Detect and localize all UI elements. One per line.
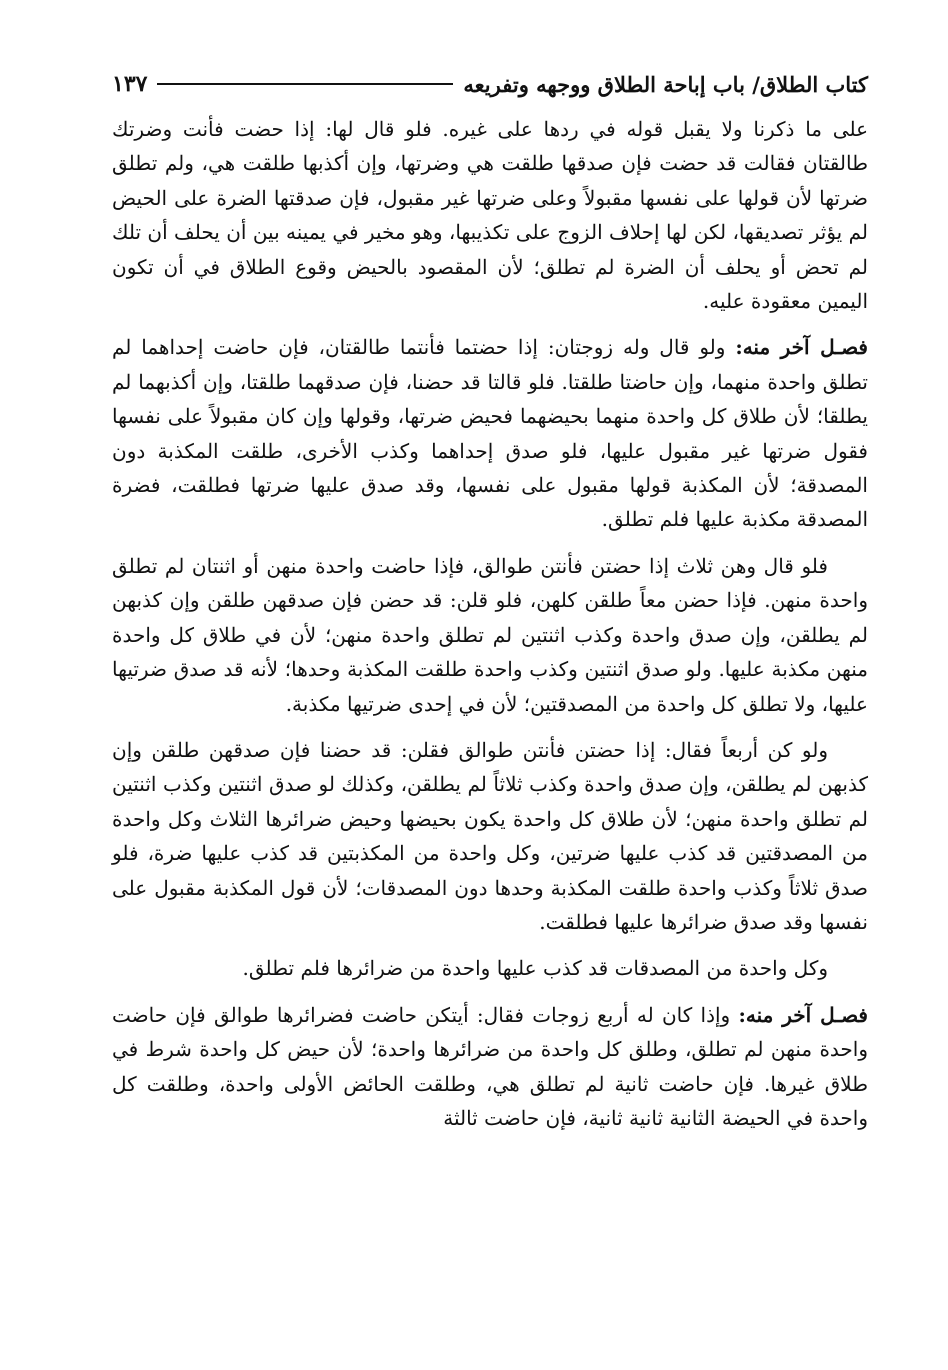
paragraph-text: ولو كن أربعاً فقال: إذا حضتن فأنتن طوالق فقلن: قد حضنا فإن صدقهن طلقن وإن كذبهن لم يطلقن، وإن صدق واحدة وكذب ثلاثاً لم يطلقن، وكذلك لو صدق اثنتين وكذب اثنتين لم تطلق واحدة منهن؛ لأن طلاق كل واحدة يكون بحيضها وحيض ضرائرها الثلاث وكل واحدة من المصدقتين قد كذب عليها ضرتين، وكل واحدة من المكذبتين قد كذب عليها ضرة، فلو صدق ثلاثاً وكذب واحدة طلقت المكذبة وحدها دون المصدقات؛ لأن قول المكذبة مقبول على نفسها وقد صدق ضرائرها عليها فطلقت. xyxy=(112,737,868,934)
running-header xyxy=(112,66,868,102)
paragraph xyxy=(112,733,868,939)
paragraph xyxy=(112,112,868,318)
body-text xyxy=(112,112,868,1147)
paragraph xyxy=(112,549,868,721)
paragraph xyxy=(112,330,868,536)
paragraph-text: وكل واحدة من المصدقات قد كذب عليها واحدة من ضرائرها فلم تطلق. xyxy=(242,956,828,981)
paragraph-text: ولو قال وله زوجتان: إذا حضتما فأنتما طالقتان، فإن حاضت إحداهما لم تطلق واحدة منهما، وإن حاضتا طلقتا. فلو قالتا قد حضنا، فإن صدقهما طلقتا، وإن أكذبهما لم يطلقا؛ لأن طلاق كل واحدة منهما بحيضهما فحيض ضرتها، وقولها وإن كان مقبولاً على نفسها فقول ضرتها غير مقبول عليها، فلو صدق إحداهما وكذب الأخرى، طلقت المكذبة دون المصدقة؛ لأن المكذبة قولها مقبول على نفسها، وقد صدق عليها ضرتها فطلقت، فضرة المصدقة مكذبة عليها فلم تطلق. xyxy=(112,335,868,532)
paragraph-text: وإذا كان له أربع زوجات فقال: أيتكن حاضت فضرائرها طوالق فإن حاضت واحدة منهن لم تطلق، وطلق كل واحدة من ضرائرها واحدة؛ لأن حيض كل واحدة شرط في طلاق غيرها. فإن حاضت ثانية لم تطلق هي، وطلقت الحائض الأولى واحدة، وطلقت كل واحدة في الحيضة الثانية ثانية ثانية، فإن حاضت ثالثة xyxy=(112,1002,868,1130)
section-lead: فصـل آخر منه: xyxy=(735,335,868,360)
paragraph xyxy=(112,998,868,1136)
chapter-title: كتاب الطلاق/ باب إباحة الطلاق ووجهه وتفريعه xyxy=(463,71,868,97)
paragraph-text: فلو قال وهن ثلاث إذا حضتن فأنتن طوالق، فإذا حاضت واحدة منهن أو اثنتان لم تطلق واحدة منهن. فإذا حضن معاً طلقن كلهن، فلو قلن: قد حضن فإن صدقهن طلقن وإن كذبهن لم يطلقن، وإن صدق واحدة وكذب اثنتين لم تطلق واحدة منهن؛ لأن في طلاق كل واحدة منهن مكذبة عليها. ولو صدق اثنتين وكذب واحدة طلقت المكذبة وحدها؛ لأنه قد صدق ضرتيها عليها، ولا تطلق كل واحدة من المصدقتين؛ لأن في إحدى ضرتيها مكذبة. xyxy=(112,553,868,716)
section-lead: فصـل آخر منه: xyxy=(738,1002,868,1027)
paragraph-text: على ما ذكرنا ولا يقبل قوله في ردها على غيره. فلو قال لها: إذا حضت فأنت وضرتك طالقتان فقالت قد حضت فإن صدقها طلقت هي وضرتها، وإن أكذبها طلقت هي، ولم تطلق ضرتها لأن قولها على نفسها مقبولاً وعلى ضرتها غير مقبول، فإن صدقتها الضرة على الحيض لم يؤثر تصديقها، لكن لها إحلاف الزوج على تكذيبها، وهو مخير في يمينه بين أن يحلف أن تلك لم تحض أو يحلف أن الضرة لم تطلق؛ لأن المقصود بالحيض وقوع الطلاق في أن تكون اليمين معقودة عليه. xyxy=(112,117,868,314)
header-rule xyxy=(157,83,453,85)
paragraph xyxy=(112,951,868,985)
page-number: ١٣٧ xyxy=(112,71,148,97)
